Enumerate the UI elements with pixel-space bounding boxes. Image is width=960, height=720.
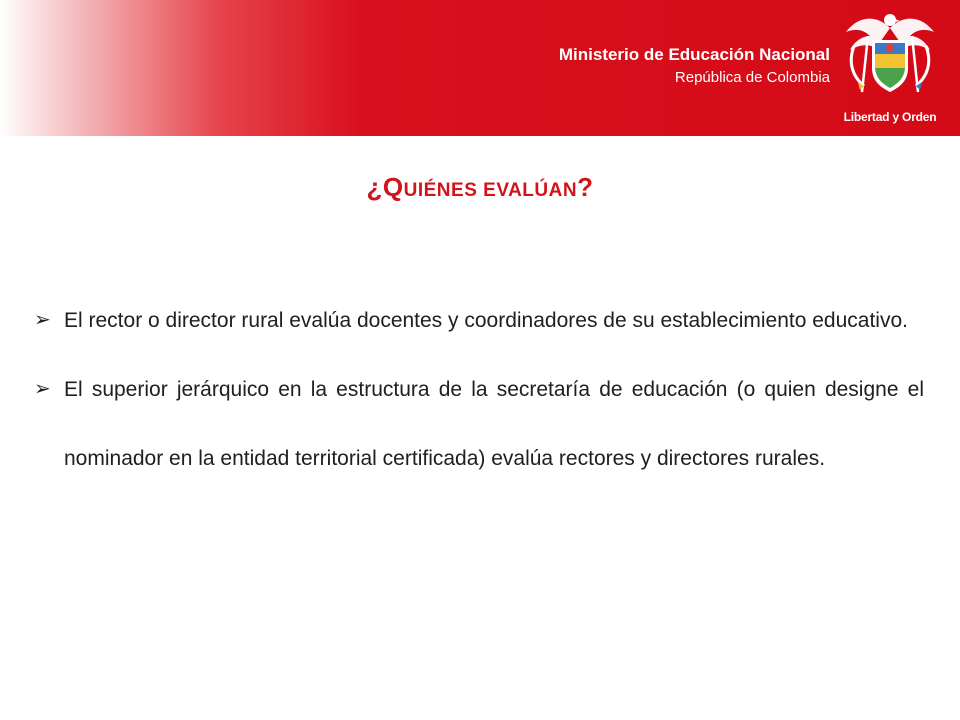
bullet-text: El superior jerárquico en la estructura de la secretaría de educación (o quien designe el nominador en la entidad territorial certificada) evalúa rectores y directores rurales. — [64, 378, 924, 470]
coat-of-arms-icon — [840, 6, 940, 106]
page-title — [0, 172, 960, 203]
list-item — [34, 286, 924, 355]
emblem-motto: Libertad y Orden — [843, 110, 937, 124]
bullet-list — [34, 286, 924, 493]
title-rest-text: UIÉNES EVALÚAN — [403, 180, 578, 201]
title-rest — [404, 180, 577, 201]
header-banner — [0, 0, 960, 136]
bullet-text: El rector o director rural evalúa docentes y coordinadores de su establecimiento educativo. — [64, 309, 908, 332]
coat-of-arms-logo — [840, 6, 940, 132]
list-item — [34, 355, 924, 493]
ministry-subtitle: República de Colombia — [674, 69, 830, 86]
title-end: ? — [577, 172, 594, 202]
title-first: ¿Q — [366, 172, 404, 202]
ministry-name: Ministerio de Educación Nacional — [558, 45, 830, 64]
arrow-bullet-icon: ➢ — [34, 378, 51, 400]
ministry-block — [559, 44, 830, 88]
arrow-bullet-icon: ➢ — [34, 309, 51, 331]
